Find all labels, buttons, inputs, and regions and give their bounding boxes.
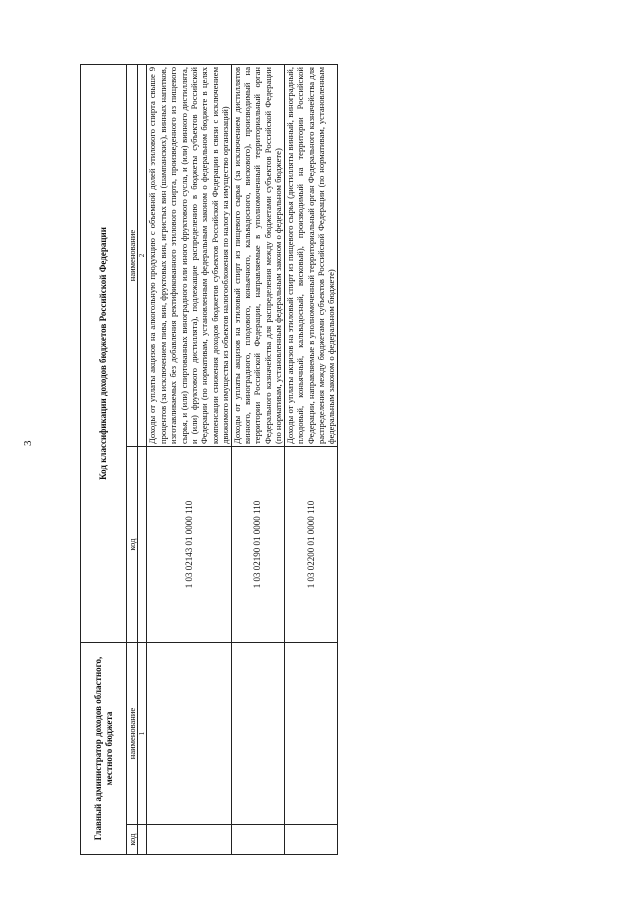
header-admin-kod: код: [127, 825, 138, 855]
column-number-empty: [138, 825, 147, 855]
column-number-2: 2: [138, 64, 147, 446]
header-classification: Код классификации доходов бюджетов Российской Федерации: [81, 64, 127, 642]
row-admin-name: [231, 643, 284, 825]
page-number: 3: [22, 440, 34, 446]
row-code: 1 03 02200 01 0000 110: [284, 447, 337, 643]
table-row: [284, 64, 337, 854]
row-code: 1 03 02143 01 0000 110: [147, 447, 231, 643]
row-admin-name: [147, 643, 231, 825]
row-name: Доходы от уплаты акцизов на этиловый спирт из пищевого сырья (дистилляты винный, виноградный, плодовый, коньячный, кальвадосный, висковый), производимый на территории Российской Федерации, направляемые в уполномоченный территориальный орган Федерального казначейства для распределения между бюджетами субъектов Российской Федерации (по нормативам, установленным федеральным законом о федеральном бюджете): [284, 64, 337, 446]
income-classification-table: [80, 64, 338, 855]
row-admin-code: [147, 825, 231, 855]
column-number-1: 1: [138, 643, 147, 825]
row-admin-code: [284, 825, 337, 855]
row-code: 1 03 02190 01 0000 110: [231, 447, 284, 643]
header-class-naimenovanie: наименование: [127, 64, 138, 446]
header-admin: Главный администратор доходов областного, местного бюджета: [81, 643, 127, 855]
row-name: Доходы от уплаты акцизов на этиловый спирт из пищевого сырья (за исключением дистиллятов винного, виноградного, плодового, коньячного, кальвадосного, вискового), производимый на территории Российской Федерации, направляемые в уполномоченный территориальный орган Федерального казначейства для распределения между бюджетами субъектов Российской Федерации (по нормативам, установленным федеральным законом о федеральном бюджете): [231, 64, 284, 446]
header-admin-naimenovanie: наименование: [127, 643, 138, 825]
row-admin-code: [231, 825, 284, 855]
rotated-table-container: [80, 65, 520, 855]
table-row: [147, 64, 231, 854]
row-admin-name: [284, 643, 337, 825]
header-class-kod: код: [127, 447, 138, 643]
table-row: [231, 64, 284, 854]
row-name: Доходы от уплаты акцизов на алкогольную продукцию с объемной долей этилового спирта свыше 9 процентов (за исключением пива, вин, фруктовых вин, игристых вин (шампанских), винных напитков, изготавливаемых без добавления ректификованного этилового спирта, произведенного из пищевого сырья, и (или) спиртованных виноградного или иного фруктового сусла, и (или) винного дистиллята, и (или) фруктового дистиллята), подлежащие распределению в бюджеты субъектов Российской Федерации (по нормативам, установленным федеральным законом о федеральном бюджете в целях компенсации снижения доходов бюджетов субъектов Российской Федерации в связи с исключением движимого имущества из объектов налогообложения по налогу на имущество организаций): [147, 64, 231, 446]
column-number-empty: [138, 447, 147, 643]
